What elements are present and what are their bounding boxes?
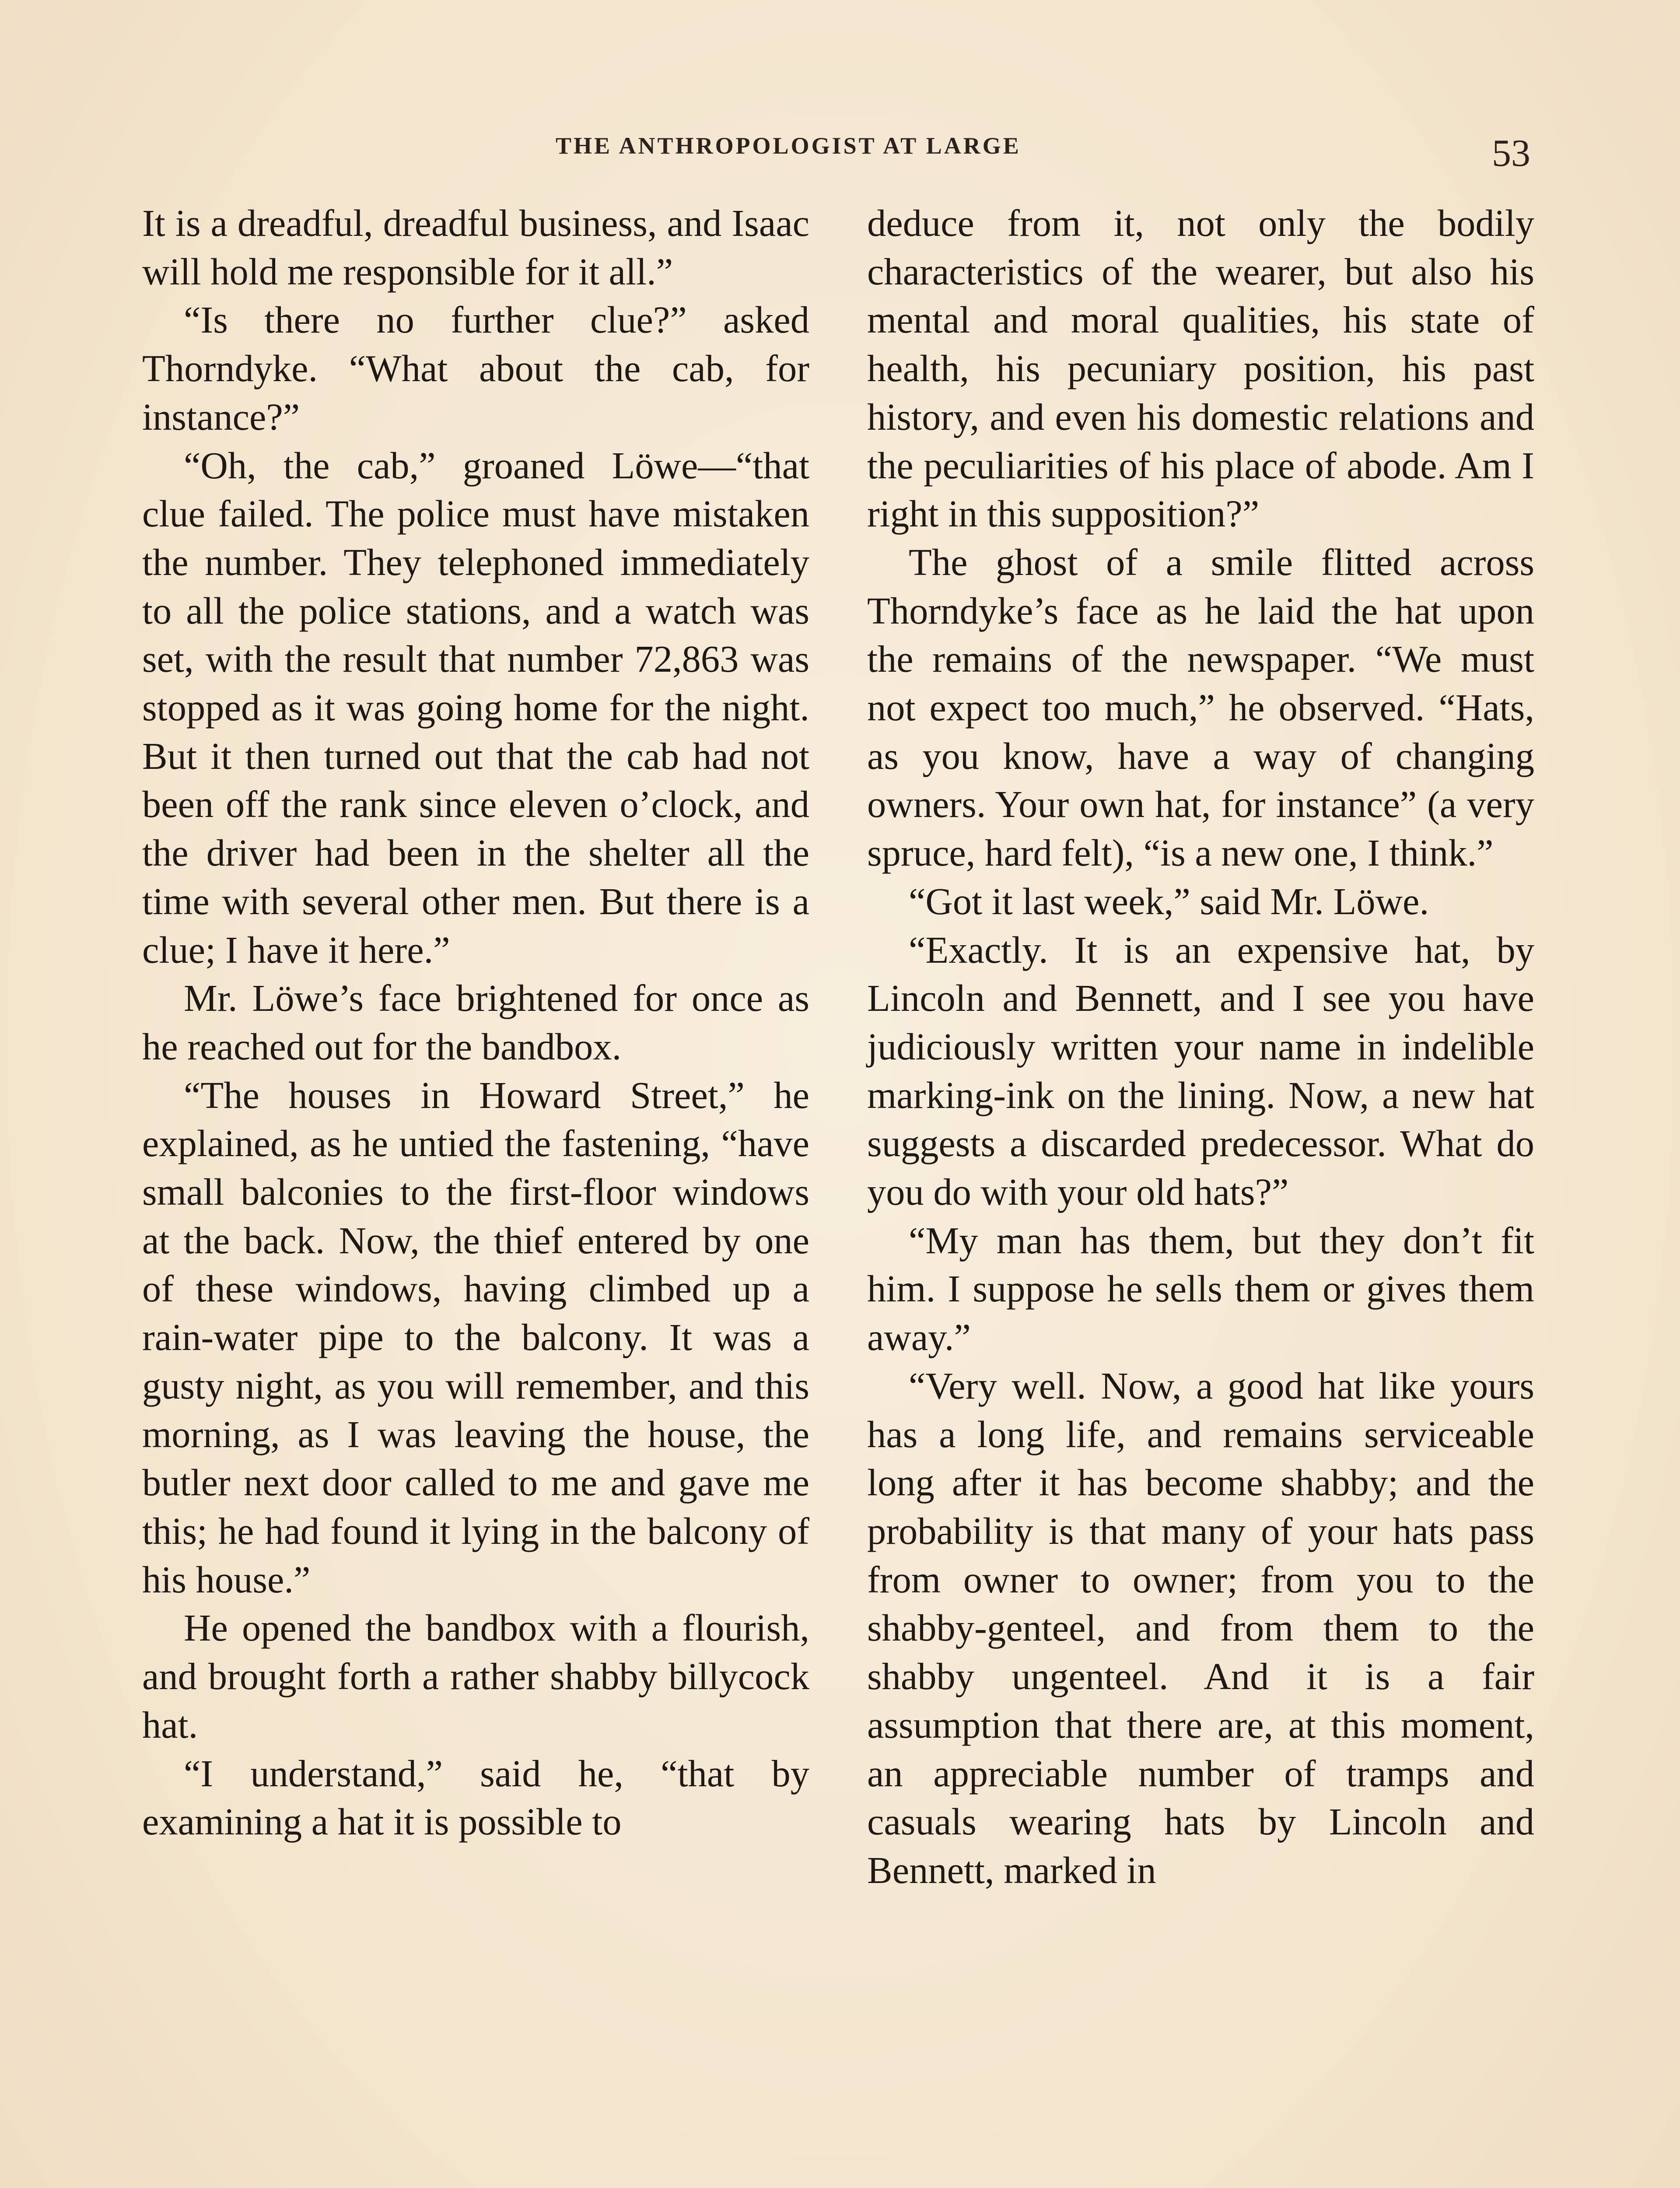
paragraph: It is a dreadful, dreadful business, and Isaac will hold me responsible for it all.” xyxy=(142,202,809,293)
paragraph: The ghost of a smile flitted across Thorndyke’s face as he laid the hat upon the remains of the newspaper. “We must not expect too much,” he observed. “Hats, as you know, have a way of changing owners. Your own hat, for instance” (a very spruce, hard felt), “is a new one, I think.” xyxy=(867,541,1534,874)
paragraph: “Got it last week,” said Mr. Löwe. xyxy=(909,880,1429,922)
paragraph: “Very well. Now, a good hat like yours has a long life, and remains serviceable long after it has become shabby; and the probability is that many of your hats pass from owner to owner; from you to the shabby-genteel, and from them to the shabby ungenteel. And it is a fair assumption that there are, at this moment, an appreciable number of tramps and casuals wearing hats by Lincoln and Bennett, marked in xyxy=(867,1364,1534,1891)
paragraph: “The houses in Howard Street,” he explained, as he untied the fastening, “have small balconies to the first-floor windows at the back. Now, the thief entered by one of these windows, having climbed up a rain-water pipe to the balcony. It was a gusty night, as you will remember, and this morning, as I was leaving the house, the butler next door called to me and gave me this; he had found it lying in the balcony of his house.” xyxy=(142,1074,809,1601)
paragraph: “Oh, the cab,” groaned Löwe—“that clue failed. The police must have mistaken the number. They telephoned immediately to all the police stations, and a watch was set, with the result that number 72,863 was stopped as it was going home for the night. But it then turned out that the cab had not been off the rank since eleven o’clock, and the driver had been in the shelter all the time with several other men. But there is a clue; I have it here.” xyxy=(142,444,809,971)
paragraph: “Exactly. It is an expensive hat, by Lincoln and Bennett, and I see you have judiciously written your name in indelible marking-ink on the lining. Now, a new hat suggests a discarded predecessor. What do you do with your old hats?” xyxy=(867,929,1534,1213)
paragraph: He opened the bandbox with a flourish, and brought forth a rather shabby billycock hat. xyxy=(142,1607,809,1746)
paragraph: “I understand,” said he, “that by examining a hat it is possible to xyxy=(142,1752,809,1843)
paragraph: deduce from it, not only the bodily characteristics of the wearer, but also his mental and moral qualities, his state of health, his pecuniary position, his past history, and even his domestic relations and the peculiarities of his place of abode. Am I right in this supposition?” xyxy=(867,202,1534,535)
paragraph: Mr. Löwe’s face brightened for once as he reached out for the bandbox. xyxy=(142,977,809,1068)
running-title: THE ANTHROPOLOGIST AT LARGE xyxy=(556,133,1021,159)
right-column xyxy=(867,199,1534,1895)
page-number: 53 xyxy=(1492,132,1530,175)
left-column xyxy=(142,199,809,1846)
paragraph: “My man has them, but they don’t fit him. I suppose he sells them or gives them away.” xyxy=(867,1219,1534,1359)
paragraph: “Is there no further clue?” asked Thorndyke. “What about the cab, for instance?” xyxy=(142,299,809,438)
